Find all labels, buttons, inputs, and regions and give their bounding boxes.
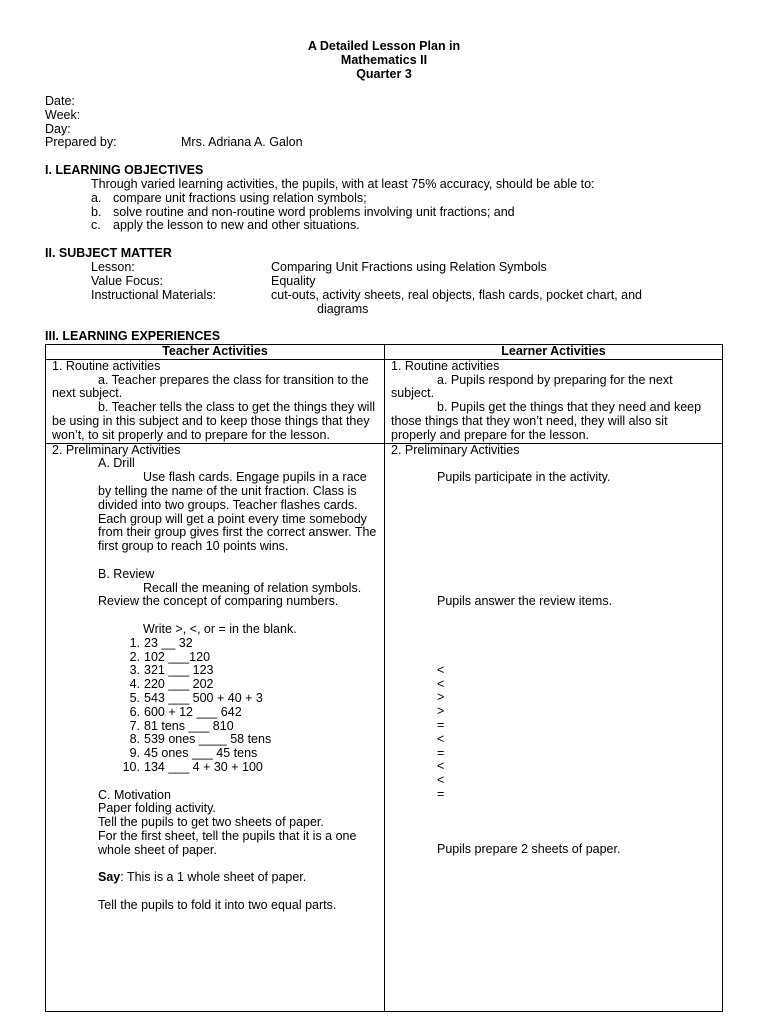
teacher-routine-a: a. Teacher prepares the class for transition to the next subject.: [52, 372, 369, 401]
item-text: 81 tens ___ 810: [144, 718, 234, 733]
value-focus-value: Equality: [271, 274, 316, 288]
motivation-line: For the first sheet, tell the pupils that it is a one whole sheet of paper.: [98, 828, 357, 857]
learner-preliminary-cell: [385, 443, 723, 1011]
item-number: 6.: [129, 704, 140, 719]
objectives-intro: Through varied learning activities, the pupils, with at least 75% accuracy, should be able to:: [91, 177, 595, 191]
subject-heading: II. SUBJECT MATTER: [45, 246, 172, 260]
item-text: 45 ones ___ 45 tens: [144, 746, 258, 761]
materials-value-cont: diagrams: [317, 302, 369, 316]
say-text: : This is a 1 whole sheet of paper.: [120, 870, 307, 885]
day-label: Day:: [45, 122, 71, 136]
item-number: 2.: [129, 649, 140, 664]
review-answer: <: [437, 731, 445, 746]
prepared-label: Prepared by:: [45, 135, 117, 149]
motivation-line: Tell the pupils to get two sheets of paper.: [98, 815, 324, 830]
materials-value: cut-outs, activity sheets, real objects, flash cards, pocket chart, and: [271, 288, 643, 302]
learner-motivation-response: Pupils prepare 2 sheets of paper.: [437, 841, 621, 856]
item-text: 220 ___ 202: [144, 677, 214, 692]
doc-title-line3: Quarter 3: [356, 67, 412, 81]
drill-text: Use flash cards. Engage pupils in a race by telling the name of the unit fraction. Class is divided into two groups. Teacher flashes cards. Each group will get a point every time somebody from their group gives first the correct answer. The first group to reach 10 points wins.: [98, 470, 377, 554]
list-item: [98, 733, 378, 747]
learner-routine-title: 1. Routine activities: [391, 358, 500, 373]
teacher-preliminary-title: 2. Preliminary Activities: [52, 442, 181, 457]
objective-marker: a.: [91, 191, 102, 205]
item-text: 600 + 12 ___ 642: [144, 704, 242, 719]
review-answer: >: [437, 704, 445, 719]
teacher-col-header: Teacher Activities: [46, 345, 385, 360]
objective-marker: c.: [91, 218, 101, 232]
list-item: [98, 678, 378, 692]
learner-preliminary-title: 2. Preliminary Activities: [391, 442, 520, 457]
say-line: [52, 871, 378, 885]
item-text: 23 __ 32: [144, 635, 193, 650]
prepared-value: Mrs. Adriana A. Galon: [181, 135, 303, 149]
materials-label: Instructional Materials:: [91, 288, 217, 302]
table-header-row: [46, 345, 723, 360]
value-focus-label: Value Focus:: [91, 274, 164, 288]
item-number: 9.: [129, 746, 140, 761]
review-title: B. Review: [98, 566, 155, 581]
drill-title: A. Drill: [98, 456, 135, 471]
review-answer: =: [437, 786, 445, 801]
list-item: [98, 692, 378, 706]
teacher-routine-cell: [46, 359, 385, 443]
objective-item: [91, 219, 360, 233]
fold-instruction: Tell the pupils to fold it into two equal parts.: [98, 897, 337, 912]
say-label: Say: [98, 870, 121, 885]
review-items-list: [52, 637, 378, 775]
teacher-preliminary-cell: [46, 443, 385, 1011]
list-item: [98, 720, 378, 734]
review-answer: >: [437, 690, 445, 705]
item-text: 134 ___ 4 + 30 + 100: [144, 759, 263, 774]
learning-experiences-table: [45, 344, 723, 1012]
learner-routine-cell: [385, 359, 723, 443]
review-answer: <: [437, 676, 445, 691]
learner-review-response: Pupils answer the review items.: [437, 593, 613, 608]
table-row: [46, 359, 723, 443]
teacher-routine-title: 1. Routine activities: [52, 358, 161, 373]
list-item: [98, 637, 378, 651]
write-instruction: Write >, <, or = in the blank.: [143, 621, 297, 636]
objective-item: [91, 192, 367, 206]
item-text: 321 ___ 123: [144, 663, 214, 678]
review-answer: <: [437, 759, 445, 774]
review-answer: =: [437, 745, 445, 760]
teacher-routine-b: b. Teacher tells the class to get the things they will be using in this subject and to keep those things that they won’t, to sit properly and to prepare for the lesson.: [52, 400, 376, 442]
list-item: [98, 761, 378, 775]
learner-drill-response: Pupils participate in the activity.: [437, 470, 611, 485]
item-number: 1.: [129, 635, 140, 650]
motivation-line: Paper folding activity.: [98, 801, 216, 816]
item-text: 102 ___120: [144, 649, 211, 664]
objective-marker: b.: [91, 205, 102, 219]
objective-text: compare unit fractions using relation symbols;: [113, 191, 367, 205]
table-row: [46, 443, 723, 1011]
list-item: [98, 664, 378, 678]
doc-title-line2: Mathematics II: [340, 53, 428, 67]
motivation-title: C. Motivation: [98, 787, 171, 802]
item-number: 8.: [129, 732, 140, 747]
review-text: Recall the meaning of relation symbols. Review the concept of comparing numbers.: [98, 580, 362, 609]
list-item: [98, 747, 378, 761]
list-item: [98, 651, 378, 665]
list-item: [98, 706, 378, 720]
objective-text: solve routine and non-routine word problems involving unit fractions; and: [113, 205, 515, 219]
item-number: 5.: [129, 690, 140, 705]
learner-routine-b: b. Pupils get the things that they need and keep those things that they won’t need, they will also sit properly and prepare for the lesson.: [391, 400, 702, 442]
item-text: 539 ones ____ 58 tens: [144, 732, 272, 747]
objective-text: apply the lesson to new and other situations.: [113, 218, 360, 232]
experiences-heading: III. LEARNING EXPERIENCES: [45, 329, 221, 343]
lesson-value: Comparing Unit Fractions using Relation Symbols: [271, 260, 547, 274]
review-answer: <: [437, 773, 445, 788]
item-number: 4.: [129, 677, 140, 692]
doc-title-line1: A Detailed Lesson Plan in: [307, 39, 461, 53]
item-number: 3.: [129, 663, 140, 678]
objectives-heading: I. LEARNING OBJECTIVES: [45, 163, 204, 177]
review-answer: <: [437, 662, 445, 677]
lesson-label: Lesson:: [91, 260, 135, 274]
learner-col-header: Learner Activities: [385, 345, 723, 360]
date-label: Date:: [45, 94, 75, 108]
item-number: 10.: [122, 759, 140, 774]
item-number: 7.: [129, 718, 140, 733]
week-label: Week:: [45, 108, 81, 122]
review-answer: =: [437, 717, 445, 732]
learner-routine-a: a. Pupils respond by preparing for the next subject.: [391, 372, 673, 401]
item-text: 543 ___ 500 + 40 + 3: [144, 690, 263, 705]
